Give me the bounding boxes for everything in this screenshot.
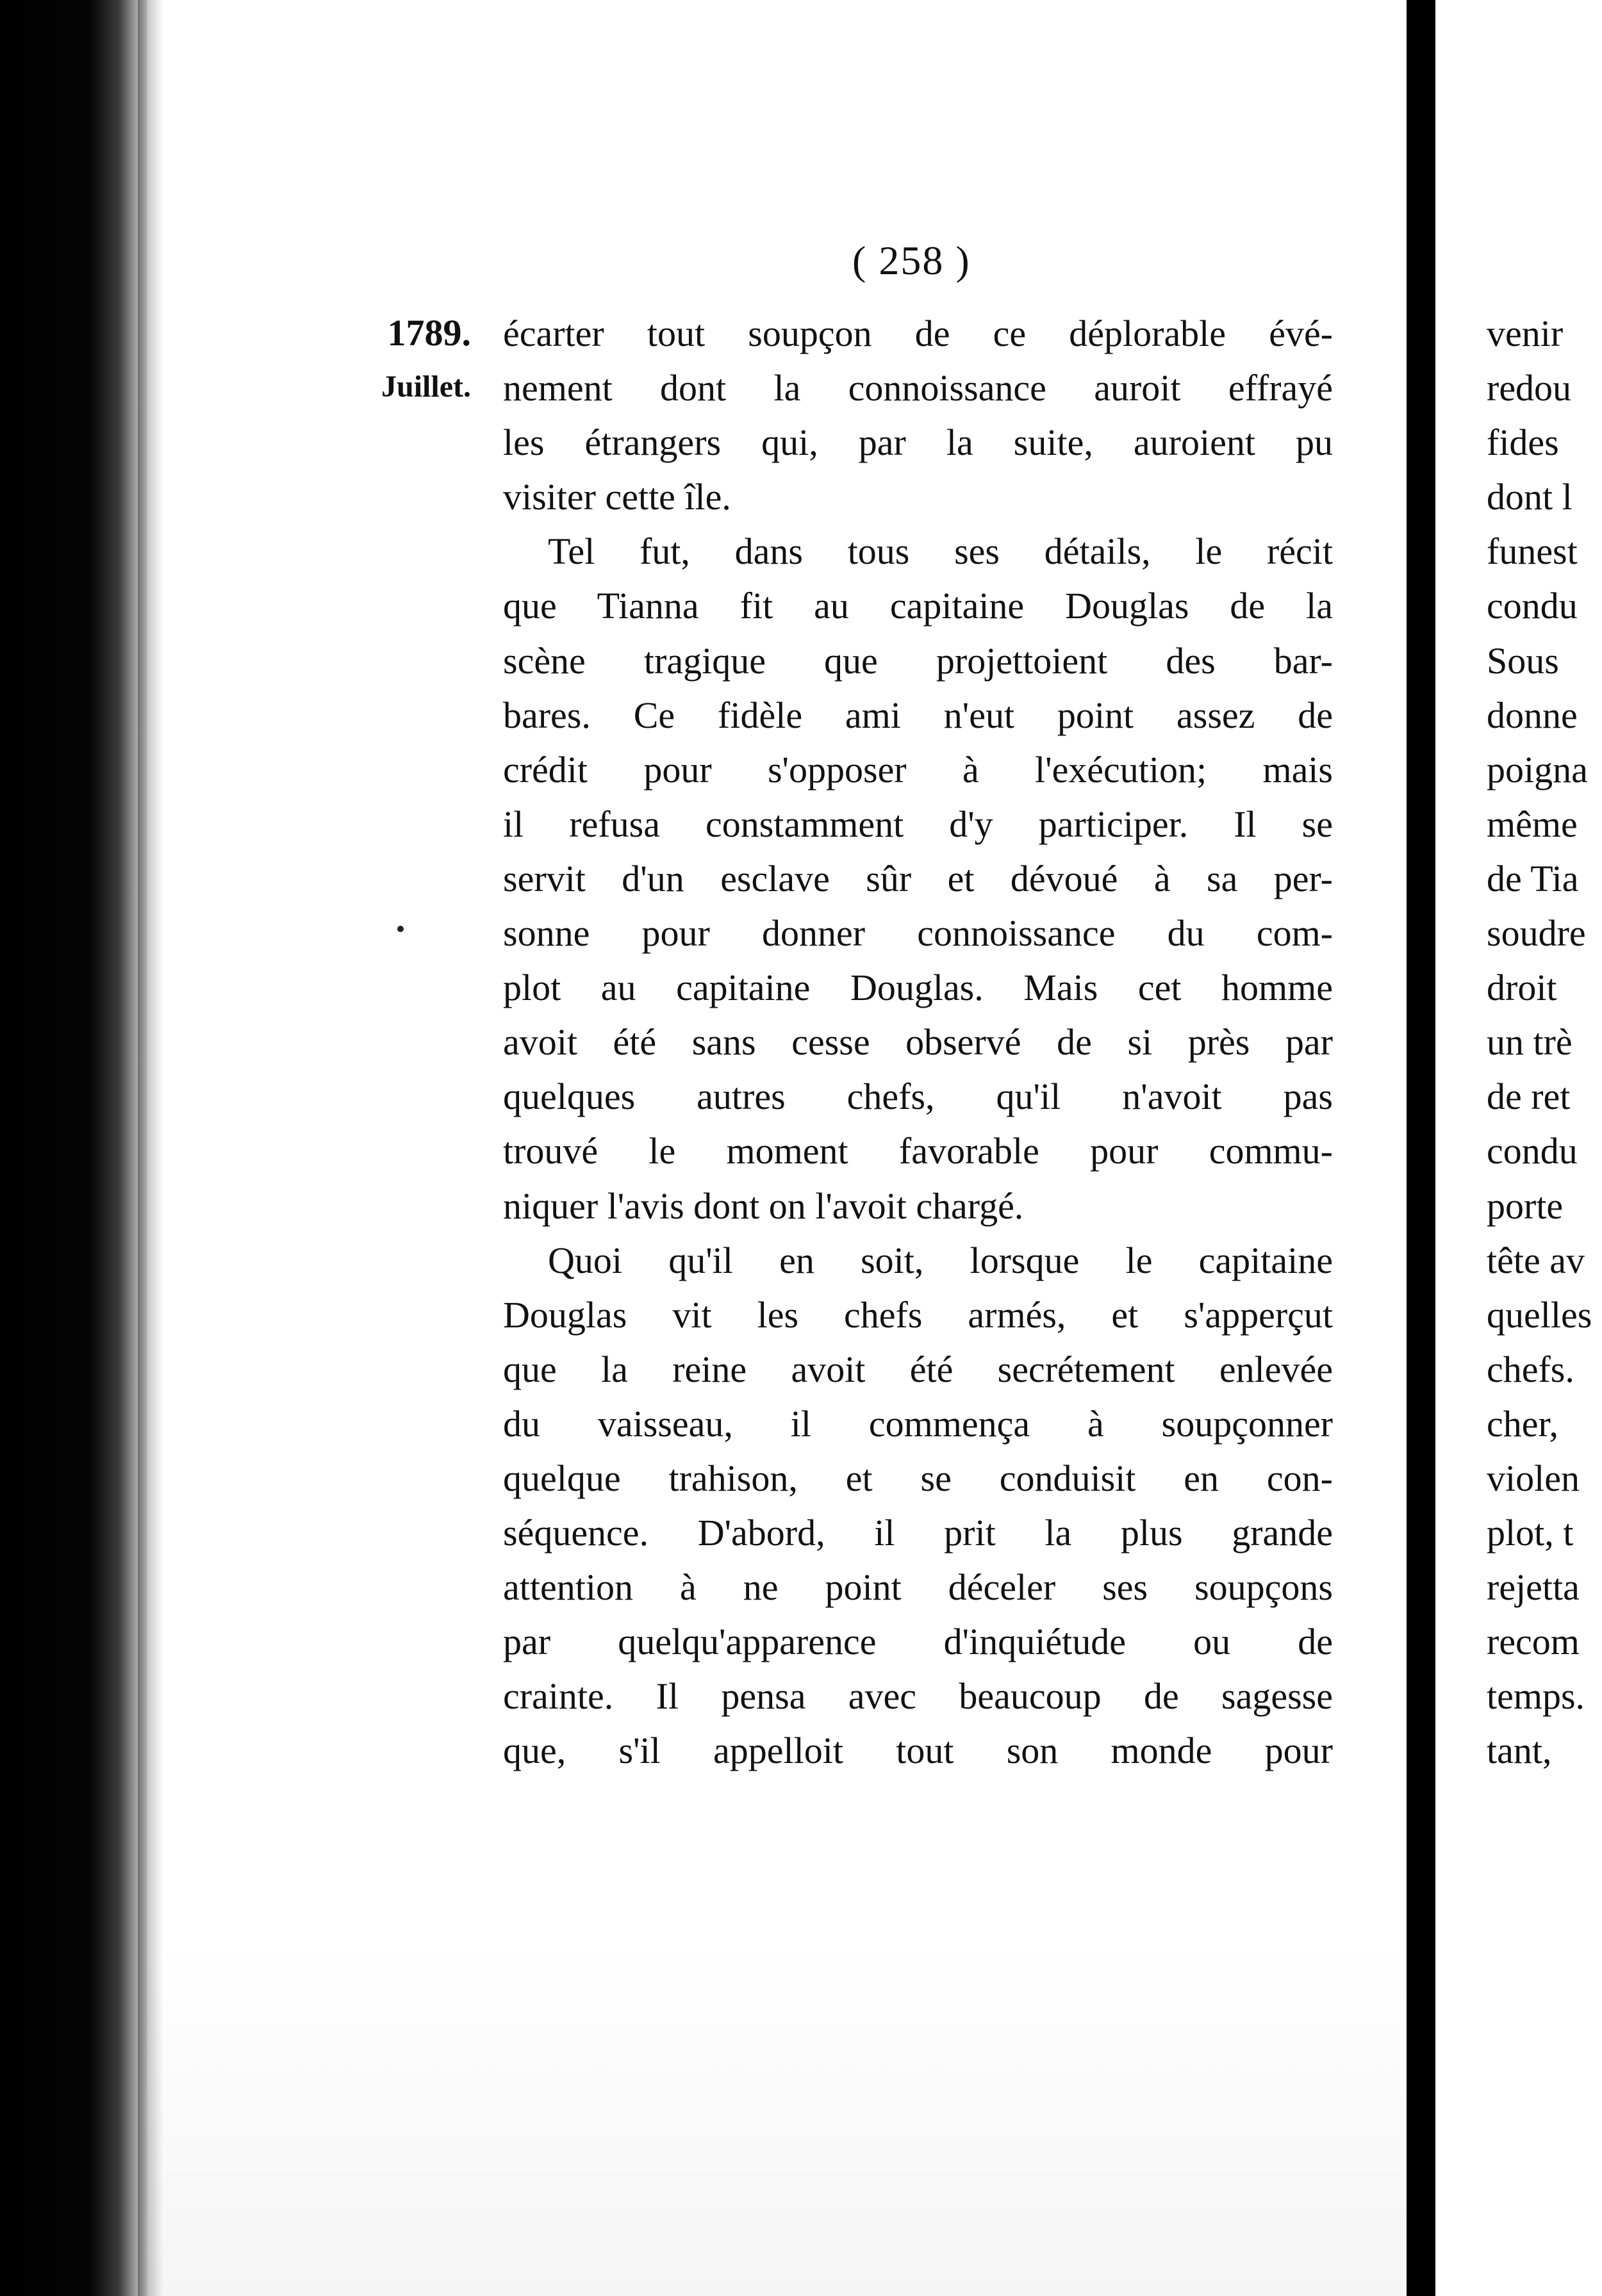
page-bottom-shading — [147, 1935, 1407, 2296]
margin-dot — [397, 926, 404, 932]
text-line: crainte. Il pensa avec beaucoup de sagesse — [503, 1675, 1333, 1718]
right-page-fragment — [1435, 306, 1602, 1778]
text-line: crédit pour s'opposer à l'exécution; mais — [503, 748, 1333, 791]
text-line: porte — [1487, 1185, 1564, 1227]
text-line: de Tia — [1487, 857, 1579, 899]
text-line: dont l — [1487, 476, 1573, 518]
text-line: les étrangers qui, par la suite, auroient pu — [503, 422, 1333, 464]
text-line: quelque trahison, et se conduisit en con- — [503, 1457, 1333, 1499]
text-line: Tel fut, dans tous ses détails, le récit — [548, 530, 1333, 573]
book-binding-shadow — [0, 0, 147, 2296]
text-line: tant, — [1487, 1730, 1552, 1772]
text-line: soudre — [1487, 912, 1586, 955]
text-line: un trè — [1487, 1021, 1573, 1063]
text-line: poigna — [1487, 748, 1588, 791]
text-line: plot, t — [1487, 1512, 1574, 1554]
text-line: quelles — [1487, 1293, 1592, 1336]
text-line: temps. — [1487, 1675, 1585, 1718]
text-line: redou — [1487, 367, 1572, 409]
text-line: avoit été sans cesse observé de si près par — [503, 1021, 1333, 1063]
left-page-body — [503, 306, 1333, 1778]
text-line: niquer l'avis dont on l'avoit chargé. — [503, 1185, 1024, 1227]
page-divider — [1407, 0, 1435, 2296]
text-line: servit d'un esclave sûr et dévoué à sa per- — [503, 857, 1333, 899]
text-line: attention à ne point déceler ses soupçons — [503, 1566, 1333, 1609]
text-line: Quoi qu'il en soit, lorsque le capitaine — [548, 1239, 1333, 1281]
text-line: Douglas vit les chefs armés, et s'apperçut — [503, 1293, 1333, 1336]
text-line: funest — [1487, 530, 1578, 573]
text-line: droit — [1487, 967, 1557, 1009]
text-line: condu — [1487, 1130, 1578, 1172]
text-line: il refusa constamment d'y participer. Il se — [503, 803, 1333, 845]
text-line: séquence. D'abord, il prit la plus grande — [503, 1512, 1333, 1554]
text-line: tête av — [1487, 1239, 1585, 1281]
text-line: recom — [1487, 1621, 1580, 1663]
text-line: par quelqu'apparence d'inquiétude ou de — [503, 1621, 1333, 1663]
margin-note-date — [362, 306, 471, 414]
text-line: chefs. — [1487, 1348, 1574, 1390]
text-line: donne — [1487, 694, 1578, 736]
text-line: plot au capitaine Douglas. Mais cet homme — [503, 967, 1333, 1009]
margin-note-year: 1789. — [387, 312, 471, 354]
text-line: écarter tout soupçon de ce déplorable évé- — [503, 313, 1333, 354]
text-line: nement dont la connoissance auroit effrayé — [503, 367, 1333, 409]
text-line: que, s'il appelloit tout son monde pour — [503, 1730, 1333, 1772]
text-line: cher, — [1487, 1402, 1558, 1445]
text-line: sonne pour donner connoissance du com- — [503, 912, 1333, 955]
text-line: visiter cette île. — [503, 476, 731, 518]
text-line: rejetta — [1487, 1566, 1580, 1609]
text-line: condu — [1487, 585, 1578, 627]
text-line: quelques autres chefs, qu'il n'avoit pas — [503, 1076, 1333, 1118]
text-line: Sous — [1487, 639, 1559, 682]
text-line: trouvé le moment favorable pour commu- — [503, 1130, 1333, 1172]
text-line: venir — [1487, 313, 1564, 354]
text-line: scène tragique que projettoient des bar- — [503, 639, 1333, 682]
text-line: violen — [1487, 1457, 1580, 1499]
text-line: du vaisseau, il commença à soupçonner — [503, 1402, 1333, 1445]
page-number: ( 258 ) — [852, 238, 971, 283]
text-line: même — [1487, 803, 1578, 845]
text-line: de ret — [1487, 1076, 1571, 1118]
text-line: que la reine avoit été secrétement enlevée — [503, 1348, 1333, 1390]
text-line: bares. Ce fidèle ami n'eut point assez de — [503, 694, 1333, 736]
text-line: fides — [1487, 422, 1559, 464]
text-line: que Tianna fit au capitaine Douglas de la — [503, 585, 1333, 627]
margin-note-month: Juillet. — [381, 370, 471, 404]
